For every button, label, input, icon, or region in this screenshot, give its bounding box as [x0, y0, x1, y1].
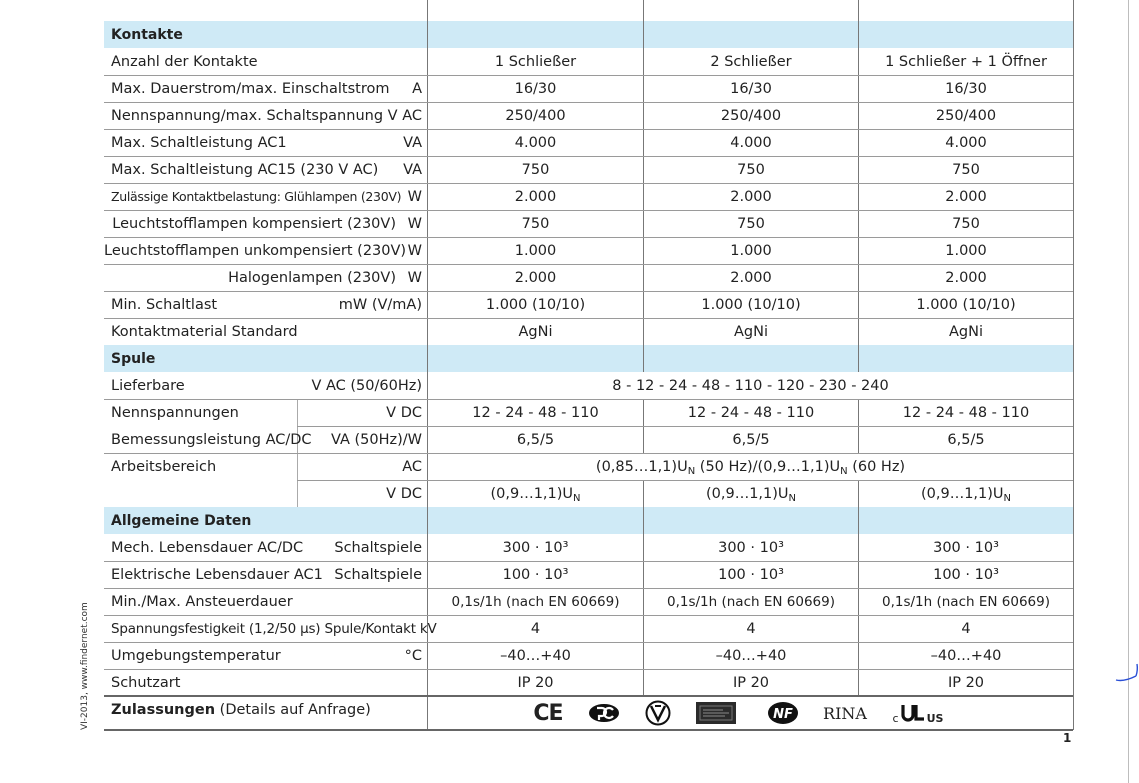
cell-value: 250/400 — [505, 108, 566, 124]
cell-value: 4 — [961, 621, 971, 637]
row-unit: A — [412, 81, 422, 97]
row-label: Max. Dauerstrom/max. Einschaltstrom — [111, 81, 390, 97]
row-label: Max. Schaltleistung AC15 (230 V AC) — [111, 162, 379, 178]
row-label: Max. Schaltleistung AC1 — [111, 135, 287, 151]
row-label: Bemessungsleistung AC/DC — [111, 432, 312, 448]
row-label: Lieferbare — [111, 378, 185, 394]
cell-value: 4 — [746, 621, 756, 637]
cell-value: 2.000 — [730, 189, 772, 205]
cell-value: 2.000 — [514, 270, 557, 286]
cell-value: IP 20 — [517, 675, 554, 691]
row-label: Min./Max. Ansteuerdauer — [111, 594, 293, 610]
row-unit: VA (50Hz)/W — [330, 432, 422, 448]
cell-value: IP 20 — [947, 675, 985, 691]
row-label: Leuchtstofflampen kompensiert (230V) — [112, 216, 396, 232]
section-band-kontakte — [104, 21, 1073, 48]
cell-value: 1.000 (10/10) — [701, 297, 801, 313]
cell-value: 16/30 — [730, 81, 772, 97]
row-label: Anzahl der Kontakte — [111, 54, 258, 70]
row-unit: VA — [403, 162, 422, 178]
cell-value: IP 20 — [732, 675, 770, 691]
row-label: Zulässige Kontaktbelastung: Glühlampen (230V) — [111, 189, 402, 204]
cell-value: 4.000 — [514, 135, 557, 151]
svg-text:NF: NF — [773, 707, 793, 722]
section-title-spule: Spule — [111, 351, 156, 367]
row-unit: mW (V/mA) — [338, 297, 422, 313]
cell-value: 4 — [530, 621, 541, 637]
ce-icon: CE — [533, 700, 563, 726]
cell-value: 12 - 24 - 48 - 110 — [902, 405, 1030, 421]
row-label: Elektrische Lebensdauer AC1 — [111, 567, 323, 583]
row-unit: W — [407, 270, 422, 286]
cell-value: 8 - 12 - 24 - 48 - 110 - 120 - 230 - 240 — [612, 378, 889, 394]
cell-value: 2.000 — [730, 270, 772, 286]
cell-value: $(0,9\dots 1,1)U_N$ — [920, 486, 1012, 504]
side-footer-text: VI-2013, www.findernet.com — [80, 602, 90, 730]
cell-value: 750 — [737, 162, 765, 178]
row-label: Spannungsfestigkeit (1,2/50 µs) Spule/Kontakt kV — [111, 621, 437, 637]
cell-value: 300 · 10³ — [718, 540, 784, 556]
row-unit: VA — [403, 135, 422, 151]
row-label: Mech. Lebensdauer AC/DC — [111, 540, 304, 556]
cell-value: 6,5/5 — [732, 432, 770, 448]
row-label: Nennspannungen — [111, 405, 239, 421]
cell-value: 16/30 — [514, 81, 557, 97]
column-header: 1 Schließer + 1 Öffner — [885, 54, 1047, 70]
vde-icon — [643, 700, 673, 726]
ul-icon: c US — [890, 700, 946, 726]
cell-value: 250/400 — [935, 108, 997, 124]
cell-value: 100 · 10³ — [718, 567, 784, 583]
cell-value: 0,1s/1h (nach EN 60669) — [451, 594, 620, 610]
cell-value: 100 · 10³ — [502, 567, 569, 583]
cell-value: 2.000 — [945, 189, 987, 205]
section-title-allgemein: Allgemeine Daten — [111, 513, 252, 529]
imq-icon — [696, 702, 736, 724]
cell-value: AgNi — [518, 324, 553, 340]
cell-value: 750 — [521, 216, 550, 232]
page-number: 1 — [1063, 731, 1072, 745]
cell-value: 750 — [952, 162, 980, 178]
cell-value: 250/400 — [720, 108, 782, 124]
cell-value: AgNi — [949, 324, 983, 340]
section-band-spule — [104, 345, 1073, 372]
section-title-kontakte: Kontakte — [111, 27, 183, 43]
cell-value: 1.000 — [730, 243, 772, 259]
cell-value: 750 — [521, 162, 550, 178]
cell-value: $(0,85\dots 1,1)U_N$ (50 $Hz)/(0,9\dots 1,1)U_N$ (60 Hz) — [595, 459, 906, 477]
nf-icon — [766, 701, 800, 725]
cell-value: 300 · 10³ — [502, 540, 569, 556]
cell-value: 4.000 — [945, 135, 987, 151]
cell-value: 0,1s/1h (nach EN 60669) — [882, 594, 1050, 610]
row-unit: W — [407, 216, 422, 232]
cell-value: 750 — [737, 216, 765, 232]
cell-value: 16/30 — [945, 81, 987, 97]
cell-value: 100 · 10³ — [933, 567, 999, 583]
column-header: 2 Schließer — [710, 54, 792, 70]
row-label: Schutzart — [111, 675, 181, 691]
cell-value: 12 - 24 - 48 - 110 — [687, 405, 815, 421]
row-label: Leuchtstofflampen unkompensiert (230V) — [104, 243, 407, 259]
cell-value: 1.000 (10/10) — [916, 297, 1016, 313]
row-unit: V AC — [387, 108, 422, 124]
cell-value: 6,5/5 — [947, 432, 985, 448]
row-unit: °C — [404, 648, 422, 664]
cell-value: –40…+40 — [930, 648, 1002, 664]
row-label: Min. Schaltlast — [111, 297, 218, 313]
cell-value: –40…+40 — [500, 648, 571, 664]
row-unit: V AC (50/60Hz) — [311, 378, 422, 394]
cell-value: 1.000 — [945, 243, 987, 259]
cell-value: 6,5/5 — [516, 432, 555, 448]
row-unit: V DC — [386, 405, 422, 421]
row-label: Kontaktmaterial Standard — [111, 324, 298, 340]
pct-icon — [587, 702, 621, 724]
pen-mark — [1114, 662, 1139, 692]
cell-value: AgNi — [734, 324, 768, 340]
row-unit: V DC — [386, 486, 422, 502]
column-divider — [1073, 0, 1074, 730]
cell-value: –40…+40 — [715, 648, 787, 664]
row-label: Halogenlampen (230V) — [228, 270, 396, 286]
cell-value: 12 - 24 - 48 - 110 — [472, 405, 599, 421]
row-unit: Schaltspiele — [334, 567, 422, 583]
row-label: Nennspannung/max. Schaltspannung — [111, 108, 384, 124]
cell-value: 2.000 — [514, 189, 557, 205]
cell-value: $(0,9\dots 1,1)U_N$ — [705, 486, 797, 504]
row-unit: AC — [402, 459, 422, 475]
cell-value: 300 · 10³ — [933, 540, 999, 556]
row-unit: W — [407, 189, 422, 205]
row-unit: W — [407, 243, 422, 259]
row-unit: Schaltspiele — [334, 540, 422, 556]
row-label: Umgebungstemperatur — [111, 648, 281, 664]
row-label: Arbeitsbereich — [111, 459, 217, 475]
cell-value: 1.000 — [514, 243, 557, 259]
cell-value: 2.000 — [945, 270, 987, 286]
cell-value: 750 — [952, 216, 980, 232]
cell-value: 4.000 — [730, 135, 772, 151]
cell-value: $(0,9\dots 1,1)U_N$ — [490, 486, 581, 504]
cell-value: 1.000 (10/10) — [485, 297, 586, 313]
rina-icon: RINA — [823, 703, 867, 723]
cell-value: 0,1s/1h (nach EN 60669) — [667, 594, 835, 610]
zulassungen-label: Zulassungen (Details auf Anfrage) — [111, 702, 371, 718]
column-header: 1 Schließer — [494, 54, 577, 70]
